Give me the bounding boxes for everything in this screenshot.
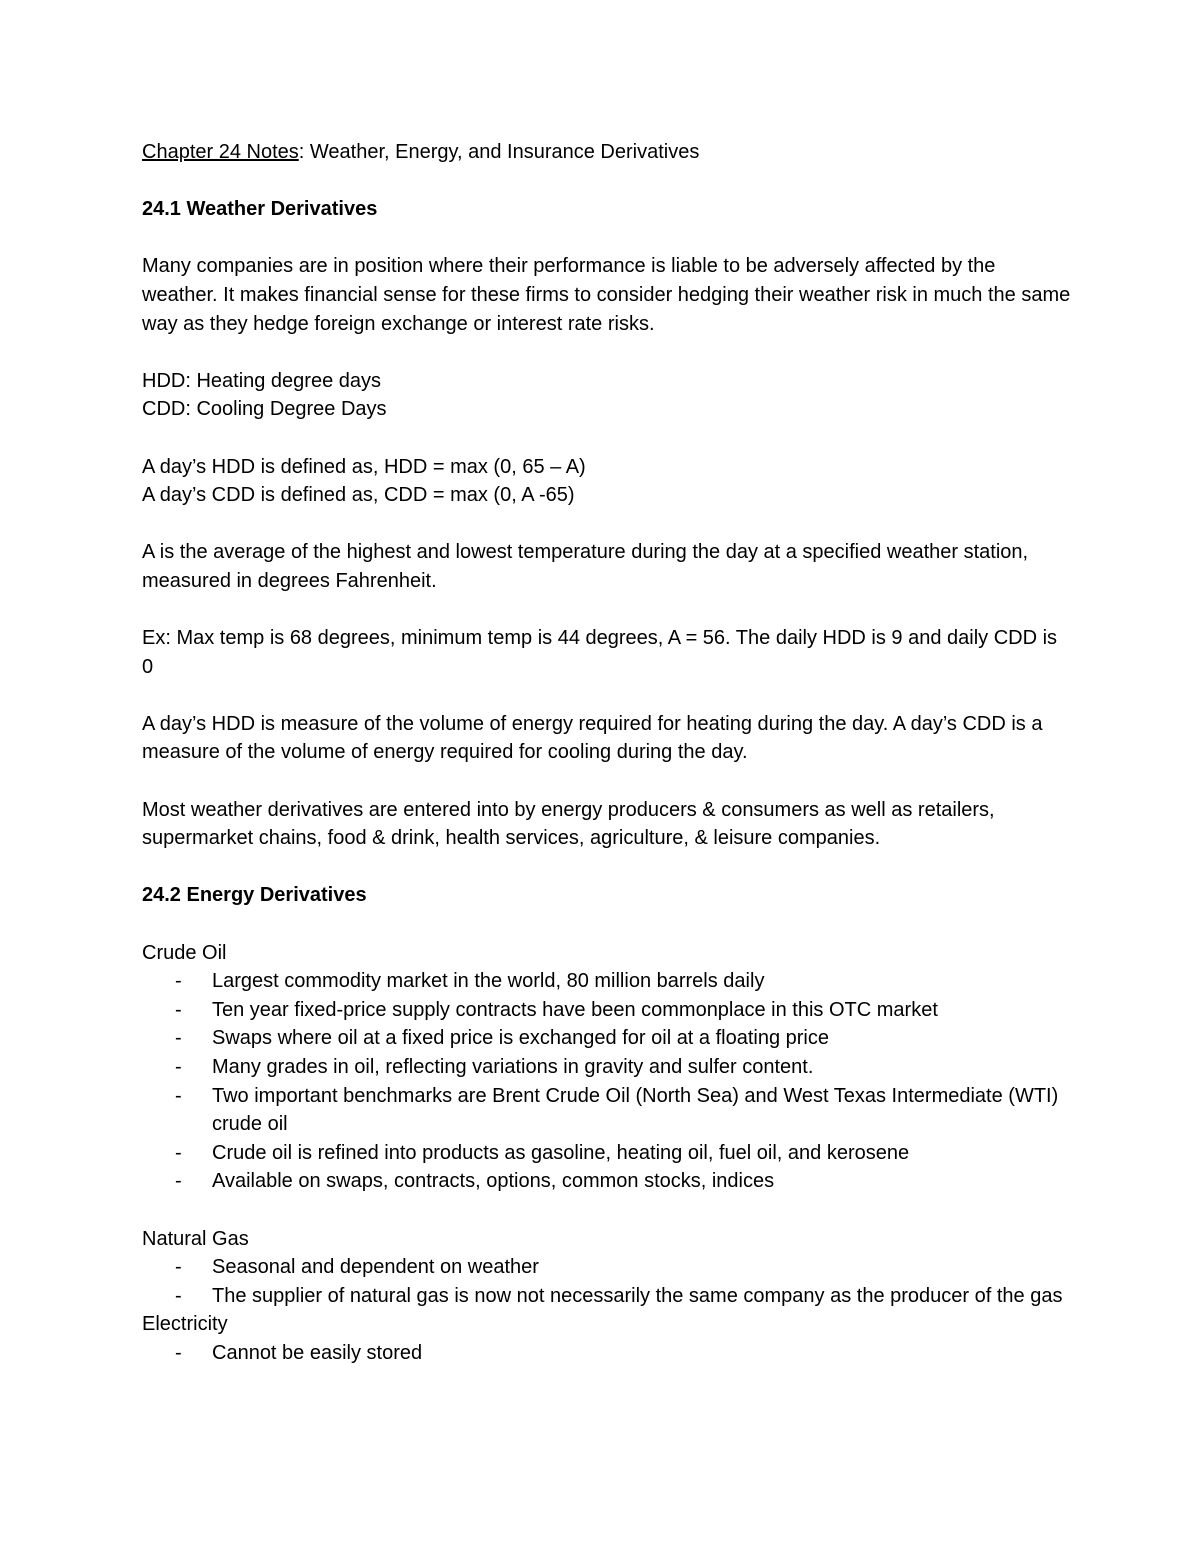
users-paragraph: Most weather derivatives are entered into by energy producers & consumers as well as retailers, supermarket chains, food & drink, health services, agriculture, & leisure companies.	[142, 798, 995, 850]
chapter-subtitle: : Weather, Energy, and Insurance Derivatives	[298, 141, 700, 163]
list-item	[142, 1024, 1072, 1053]
section-heading-energy: 24.2 Energy Derivatives	[142, 884, 367, 907]
document-page	[142, 138, 1072, 1368]
dash-bullet: -	[175, 1256, 182, 1279]
example-paragraph: Ex: Max temp is 68 degrees, minimum temp is 44 degrees, A = 56. The daily HDD is 9 and daily CDD is 0	[142, 627, 1058, 678]
list-item-text: Swaps where oil at a fixed price is exchanged for oil at a floating price	[212, 1027, 830, 1050]
list-item-text: Cannot be easily stored	[212, 1341, 423, 1364]
section-heading-weather: 24.1 Weather Derivatives	[142, 198, 378, 221]
dash-bullet: -	[175, 1056, 182, 1078]
list-item	[142, 967, 1072, 996]
document-title	[142, 138, 1072, 167]
average-temp-definition: A is the average of the highest and lowest temperature during the day at a specified weather station, measured in degrees Fahrenheit.	[142, 541, 1029, 592]
hdd-definition: HDD: Heating degree days	[142, 369, 382, 392]
weather-intro-paragraph: Many companies are in position where their performance is liable to be adversely affected by the weather. It makes financial sense for these firms to consider hedging their weather risk in much the same way as they hedge foreign exchange or interest rate risks.	[142, 255, 1071, 335]
measure-paragraph: A day’s HDD is measure of the volume of energy required for heating during the day. A day’s CDD is a measure of the volume of energy required for cooling during the day.	[142, 712, 1043, 764]
list-item	[142, 1139, 1072, 1168]
list-item-text: Available on swaps, contracts, options, common stocks, indices	[212, 1170, 775, 1193]
crude-oil-list	[142, 967, 1072, 1196]
dash-bullet: -	[175, 1141, 182, 1164]
electricity-list	[142, 1339, 1072, 1368]
list-item-text: Two important benchmarks are Brent Crude Oil (North Sea) and West Texas Intermediate (WTI) crude oil	[212, 1084, 1059, 1136]
dash-bullet: -	[175, 1170, 182, 1193]
list-item	[142, 1053, 1072, 1082]
natural-gas-label: Natural Gas	[142, 1227, 249, 1250]
dash-bullet: -	[175, 1341, 182, 1364]
cdd-definition: CDD: Cooling Degree Days	[142, 398, 387, 421]
list-item-text: Largest commodity market in the world, 80 million barrels daily	[212, 970, 765, 993]
crude-oil-label: Crude Oil	[142, 941, 227, 964]
list-item-text: Seasonal and dependent on weather	[212, 1256, 539, 1279]
chapter-label: Chapter 24 Notes	[142, 141, 299, 163]
list-item-text: Ten year fixed-price supply contracts have been commonplace in this OTC market	[212, 998, 938, 1021]
list-item	[142, 1339, 1072, 1368]
electricity-label: Electricity	[142, 1313, 228, 1336]
natural-gas-list	[142, 1253, 1072, 1310]
cdd-formula: A day’s CDD is defined as, CDD = max (0, A -65)	[142, 484, 575, 507]
hdd-formula: A day’s HDD is defined as, HDD = max (0, 65 – A)	[142, 455, 586, 478]
list-item-text: Crude oil is refined into products as gasoline, heating oil, fuel oil, and kerosene	[212, 1141, 910, 1164]
list-item-text: Many grades in oil, reflecting variations in gravity and sulfer content.	[212, 1056, 814, 1078]
dash-bullet: -	[175, 1284, 182, 1307]
dash-bullet: -	[175, 970, 182, 993]
dash-bullet: -	[175, 1084, 182, 1107]
list-item	[142, 1253, 1072, 1282]
list-item	[142, 1082, 1072, 1139]
dash-bullet: -	[175, 998, 182, 1021]
list-item-text: The supplier of natural gas is now not necessarily the same company as the producer of the gas	[212, 1284, 1063, 1307]
list-item	[142, 996, 1072, 1025]
list-item	[142, 1282, 1072, 1311]
list-item	[142, 1167, 1072, 1196]
dash-bullet: -	[175, 1027, 182, 1050]
